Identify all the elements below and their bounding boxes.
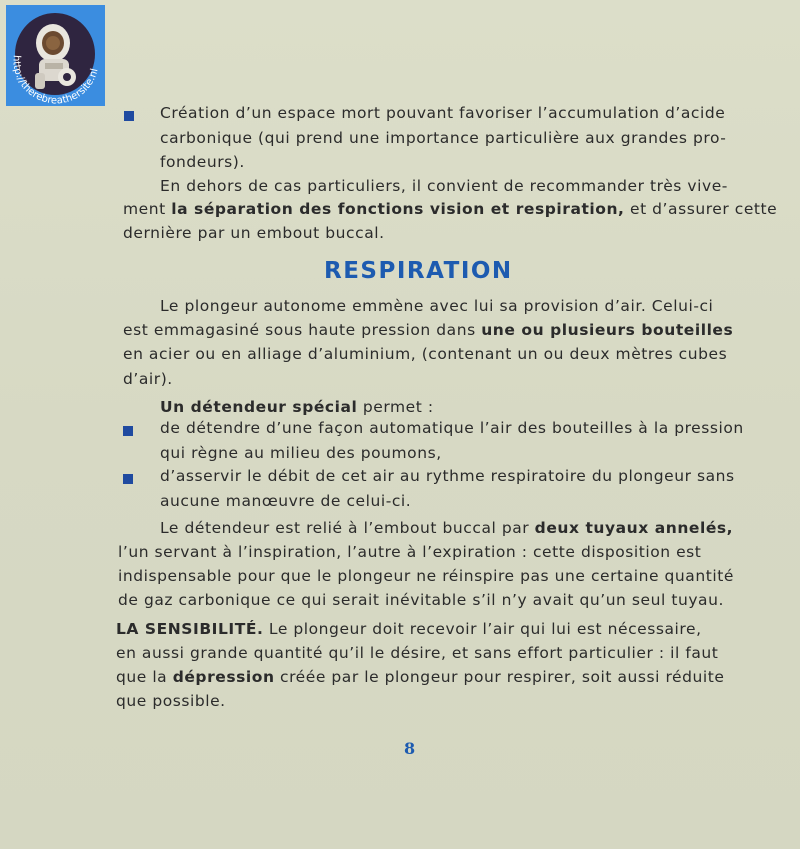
list-item: qui règne au milieu des poumons,: [160, 444, 442, 462]
text-line: l’un servant à l’inspiration, l’autre à l’expiration : cette disposition est: [118, 543, 702, 561]
section-heading: RESPIRATION: [324, 258, 513, 284]
text-span: Le détendeur est relié à l’embout buccal par: [160, 519, 535, 537]
list-item: d’asservir le débit de cet air au rythme respiratoire du plongeur sans: [160, 467, 735, 485]
text-line: [123, 202, 777, 218]
text-line: [160, 521, 733, 537]
bold-phrase: Un détendeur spécial: [160, 398, 358, 416]
text-line: [160, 400, 434, 416]
bullet-square-icon: [123, 426, 133, 436]
text-span: Le plongeur doit recevoir l’air qui lui est nécessaire,: [263, 620, 702, 638]
text-line: en acier ou en alliage d’aluminium, (contenant un ou deux mètres cubes: [123, 345, 728, 363]
text-line: indispensable pour que le plongeur ne réinspire pas une certaine quantité: [118, 567, 734, 585]
bullet-square-icon: [123, 474, 133, 484]
text-line: Création d’un espace mort pouvant favoriser l’accumulation d’acide: [160, 104, 726, 122]
text-line: [116, 670, 724, 686]
bold-phrase: la séparation des fonctions vision et respiration,: [171, 200, 625, 218]
text-line: En dehors de cas particuliers, il convient de recommander très vive-: [160, 177, 728, 195]
text-line: d’air).: [123, 370, 173, 388]
text-span: que la: [116, 668, 173, 686]
bullet-square-icon: [124, 111, 134, 121]
text-span: est emmagasiné sous haute pression dans: [123, 321, 482, 339]
text-line: fondeurs).: [160, 153, 245, 171]
page-number: 8: [404, 739, 416, 758]
text-line: dernière par un embout buccal.: [123, 224, 385, 242]
text-line: de gaz carbonique ce qui serait inévitable s’il n’y avait qu’un seul tuyau.: [118, 591, 724, 609]
bold-phrase: dépression: [172, 668, 275, 686]
text-span: et d’assurer cette: [624, 200, 778, 218]
text-span: créée par le plongeur pour respirer, soit aussi réduite: [274, 668, 725, 686]
bold-phrase: une ou plusieurs bouteilles: [481, 321, 734, 339]
text-line: en aussi grande quantité qu’il le désire, et sans effort particulier : il faut: [116, 644, 719, 662]
list-item: aucune manœuvre de celui-ci.: [160, 492, 412, 510]
text-span: ment: [123, 200, 172, 218]
bold-phrase: LA SENSIBILITÉ.: [116, 620, 264, 638]
text-line: carbonique (qui prend une importance particulière aux grandes pro-: [160, 129, 727, 147]
list-item: de détendre d’une façon automatique l’air des bouteilles à la pression: [160, 419, 744, 437]
text-line: [123, 323, 733, 339]
text-line: que possible.: [116, 692, 226, 710]
text-line: Le plongeur autonome emmène avec lui sa provision d’air. Celui-ci: [160, 297, 714, 315]
text-span: permet :: [357, 398, 434, 416]
text-line: [116, 622, 702, 638]
svg-text:http://therebreathersite.nl: http://therebreathersite.nl: [10, 54, 101, 106]
bold-phrase: deux tuyaux annelés,: [534, 519, 734, 537]
